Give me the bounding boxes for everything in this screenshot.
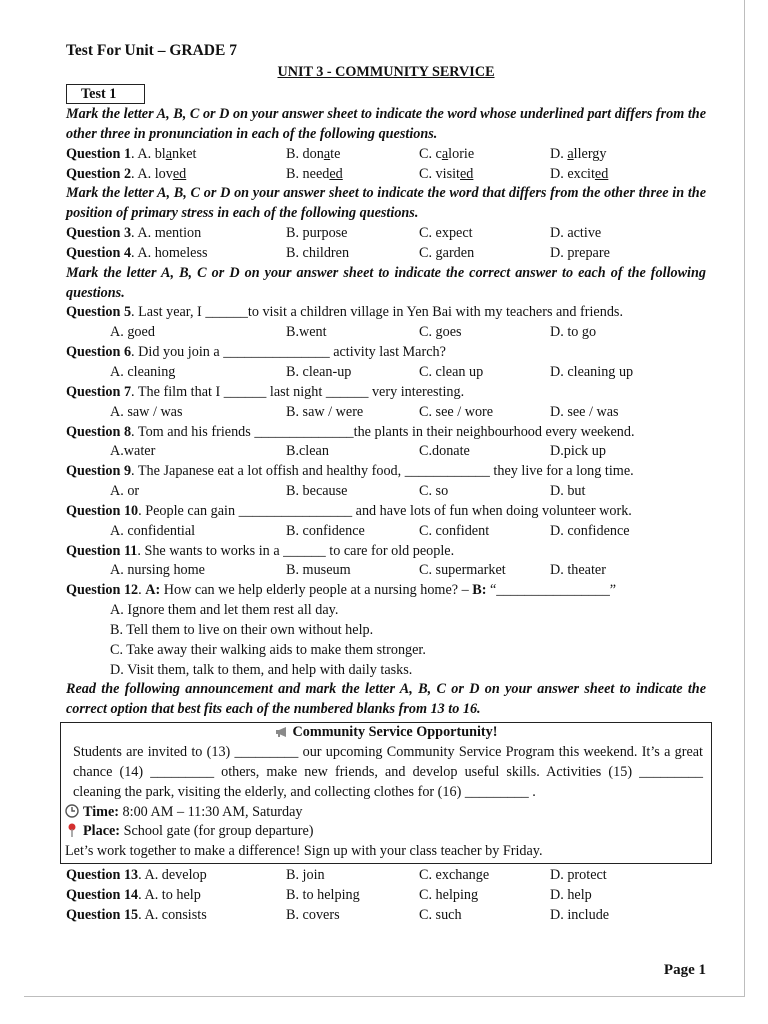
question-label: Question 12 xyxy=(66,582,139,599)
announcement-box xyxy=(60,722,712,864)
clock-icon xyxy=(65,804,79,818)
option-b: B. because xyxy=(286,483,348,500)
option-d: D. allergy xyxy=(550,145,607,162)
option-d: D. theater xyxy=(550,562,606,579)
page-number: Page 1 xyxy=(663,962,706,978)
option-c: C. see / wore xyxy=(419,403,494,420)
pin-icon xyxy=(67,823,77,837)
option-b: B. donate xyxy=(286,145,341,162)
option-b: B.clean xyxy=(286,443,329,460)
option-a: A. to help xyxy=(144,886,201,903)
question-1: Question 1. A. blanket B. donate C. calorie D. allergy xyxy=(66,145,706,165)
question-label: Question 5 xyxy=(66,304,132,321)
question-11-stem: Question 11. She wants to works in a ______ to care for old people. xyxy=(66,542,455,559)
option-b: B. to helping xyxy=(286,886,360,903)
reading-instructions: Read the following announcement and mark the letter A, B, C or D on your answer sheet to indicate the correct option that best fits each of the numbered blanks from 13 to 16. xyxy=(66,681,706,718)
question-13: Question 13. A. develop B. join C. exchange D. protect xyxy=(66,866,706,886)
option-a: A. cleaning xyxy=(110,363,176,380)
option-b: B. covers xyxy=(286,906,340,923)
question-label: Question 10 xyxy=(66,502,139,519)
option-a: A. loved xyxy=(137,165,187,182)
question-label: Question 14 xyxy=(66,886,139,903)
option-d: D. confidence xyxy=(550,522,630,539)
option-d: D. to go xyxy=(550,324,597,341)
question-text: She wants to works in a ______ to care for old people. xyxy=(144,542,455,559)
question-5-options xyxy=(66,323,706,343)
question-2: Question 2. A. loved B. needed C. visited D. excited xyxy=(66,165,706,185)
question-label: Question 8 xyxy=(66,423,132,440)
option-b: B. saw / were xyxy=(286,403,364,420)
mc-instructions: Mark the letter A, B, C or D on your answer sheet to indicate the correct answer to each of the following questions. xyxy=(66,264,706,301)
option-a: A. confidential xyxy=(110,522,196,539)
announcement-time: Time: 8:00 AM – 11:30 AM, Saturday xyxy=(61,803,711,823)
question-label: Question 11 xyxy=(66,542,138,559)
question-text: The Japanese eat a lot offish and healthy food, ____________ they live for a long time. xyxy=(137,463,634,480)
option-a: A. blanket xyxy=(137,145,197,162)
option-d: D. see / was xyxy=(550,403,619,420)
stress-instructions: Mark the letter A, B, C or D on your answer sheet to indicate the word that differs from the other three in the position of primary stress in each of the following questions. xyxy=(66,185,706,222)
question-text: How can we help elderly people at a nursing home? – xyxy=(163,582,469,599)
question-label: Question 15 xyxy=(66,906,139,923)
option-c: C. calorie xyxy=(419,145,475,162)
question-8-stem: Question 8. Tom and his friends ______________the plants in their neighbourhood every weekend. xyxy=(66,423,635,440)
question-7-stem: Question 7. The film that I ______ last night ______ very interesting. xyxy=(66,383,465,400)
question-6-options xyxy=(66,363,706,383)
option-a: A. saw / was xyxy=(110,403,183,420)
option-c: C.donate xyxy=(419,443,470,460)
question-14: Question 14. A. to help B. to helping C. helping D. help xyxy=(66,886,706,906)
question-label: Question 2 xyxy=(66,165,132,182)
option-d: D. prepare xyxy=(550,244,610,261)
answer-blank: “________________” xyxy=(489,582,617,599)
speaker-b: B: xyxy=(472,582,487,599)
question-label: Question 1 xyxy=(66,145,132,162)
option-c: C. Take away their walking aids to make them stronger. xyxy=(110,641,426,658)
question-9-options xyxy=(66,482,706,502)
option-b: B. children xyxy=(286,244,350,261)
question-text: Last year, I ______to visit a children village in Yen Bai with my teachers and friends. xyxy=(138,304,623,321)
option-a: A. mention xyxy=(137,225,202,242)
option-d: D.pick up xyxy=(550,443,606,460)
question-10-stem: Question 10. People can gain ________________ and have lots of fun when doing volunteer work. xyxy=(66,502,632,519)
option-a: A. nursing home xyxy=(110,562,205,579)
option-b: B. Tell them to live on their own without help. xyxy=(110,621,374,638)
option-c: C. expect xyxy=(419,225,473,242)
pronunciation-instructions: Mark the letter A, B, C or D on your answer sheet to indicate the word whose underlined part differs from the other three in pronunciation in each of the following questions. xyxy=(66,106,706,142)
option-a: A. consists xyxy=(144,906,207,923)
question-10-options xyxy=(66,522,706,542)
option-b: B. needed xyxy=(286,165,343,182)
option-a: A. goed xyxy=(110,324,155,341)
question-15: Question 15. A. consists B. covers C. such D. include xyxy=(66,906,706,926)
option-b: B. museum xyxy=(286,562,351,579)
option-d: D. protect xyxy=(550,867,607,884)
option-c: C. such xyxy=(419,906,462,923)
option-b: B. join xyxy=(286,867,325,884)
option-a: A. homeless xyxy=(137,244,208,261)
option-c: C. clean up xyxy=(419,363,484,380)
option-c: C. garden xyxy=(419,244,475,261)
announcement-closing: Let’s work together to make a difference! Sign up with your class teacher by Friday. xyxy=(65,843,543,860)
question-label: Question 9 xyxy=(66,463,132,480)
question-8-options xyxy=(66,442,706,462)
question-4: Question 4. A. homeless B. children C. garden D. prepare xyxy=(66,244,706,264)
option-c: C. so xyxy=(419,483,449,500)
option-b: B.went xyxy=(286,324,327,341)
option-d: D. help xyxy=(550,886,592,903)
option-d: D. include xyxy=(550,906,610,923)
question-text: The film that I ______ last night ______ very interesting. xyxy=(137,383,465,400)
question-6-stem: Question 6. Did you join a _______________ activity last March? xyxy=(66,344,446,361)
question-5-stem: Question 5. Last year, I ______to visit a children village in Yen Bai with my teachers and friends. xyxy=(66,304,623,321)
announcement-title: Community Service Opportunity! xyxy=(61,723,711,743)
option-c: C. helping xyxy=(419,886,479,903)
option-d: D. but xyxy=(550,483,586,500)
question-label: Question 7 xyxy=(66,383,132,400)
question-label: Question 4 xyxy=(66,244,132,261)
test-label-box: Test 1 xyxy=(66,84,145,104)
question-label: Question 3 xyxy=(66,225,132,242)
option-a: A.water xyxy=(110,443,156,460)
option-d: D. cleaning up xyxy=(550,363,634,380)
unit-heading: UNIT 3 - COMMUNITY SERVICE xyxy=(277,64,495,80)
question-text: People can gain ________________ and have lots of fun when doing volunteer work. xyxy=(145,502,632,519)
speaker-a: A: xyxy=(145,582,161,599)
option-b: B. confidence xyxy=(286,522,365,539)
option-c: C. visited xyxy=(419,165,474,182)
question-11-options xyxy=(66,561,706,581)
announcement-place: Place: School gate (for group departure) xyxy=(61,822,711,842)
question-9-stem: Question 9. The Japanese eat a lot offish and healthy food, ____________ they live for a long time. xyxy=(66,463,634,480)
option-c: C. supermarket xyxy=(419,562,506,579)
option-c: C. confident xyxy=(419,522,490,539)
option-d: D. Visit them, talk to them, and help with daily tasks. xyxy=(110,661,413,678)
option-a: A. Ignore them and let them rest all day. xyxy=(110,602,339,619)
option-b: B. clean-up xyxy=(286,363,352,380)
question-label: Question 6 xyxy=(66,344,132,361)
option-c: C. exchange xyxy=(419,867,490,884)
option-b: B. purpose xyxy=(286,225,348,242)
question-text: Tom and his friends ______________the plants in their neighbourhood every weekend. xyxy=(137,423,635,440)
question-7-options xyxy=(66,403,706,423)
option-a: A. or xyxy=(110,483,140,500)
announcement-paragraph: Students are invited to (13) _________ our upcoming Community Service Program this weekend. It’s a great chance (14) _________ others, make new friends, and develop useful skills. Activities (15) _________ cleaning the park, visiting the elderly, and collecting clothes for (16) _________ . xyxy=(73,744,703,800)
question-3: Question 3. A. mention B. purpose C. expect D. active xyxy=(66,224,706,244)
option-c: C. goes xyxy=(419,324,462,341)
megaphone-icon xyxy=(275,727,289,737)
question-12-stem: Question 12. A: How can we help elderly people at a nursing home? – B: “________________” xyxy=(66,582,617,599)
option-a: A. develop xyxy=(144,867,207,884)
worksheet-content xyxy=(66,40,706,926)
question-text: Did you join a _______________ activity last March? xyxy=(138,344,446,361)
question-label: Question 13 xyxy=(66,867,139,884)
page-title: Test For Unit – GRADE 7 xyxy=(66,42,237,59)
option-d: D. active xyxy=(550,225,602,242)
option-d: D. excited xyxy=(550,165,609,182)
worksheet-page xyxy=(24,0,745,997)
